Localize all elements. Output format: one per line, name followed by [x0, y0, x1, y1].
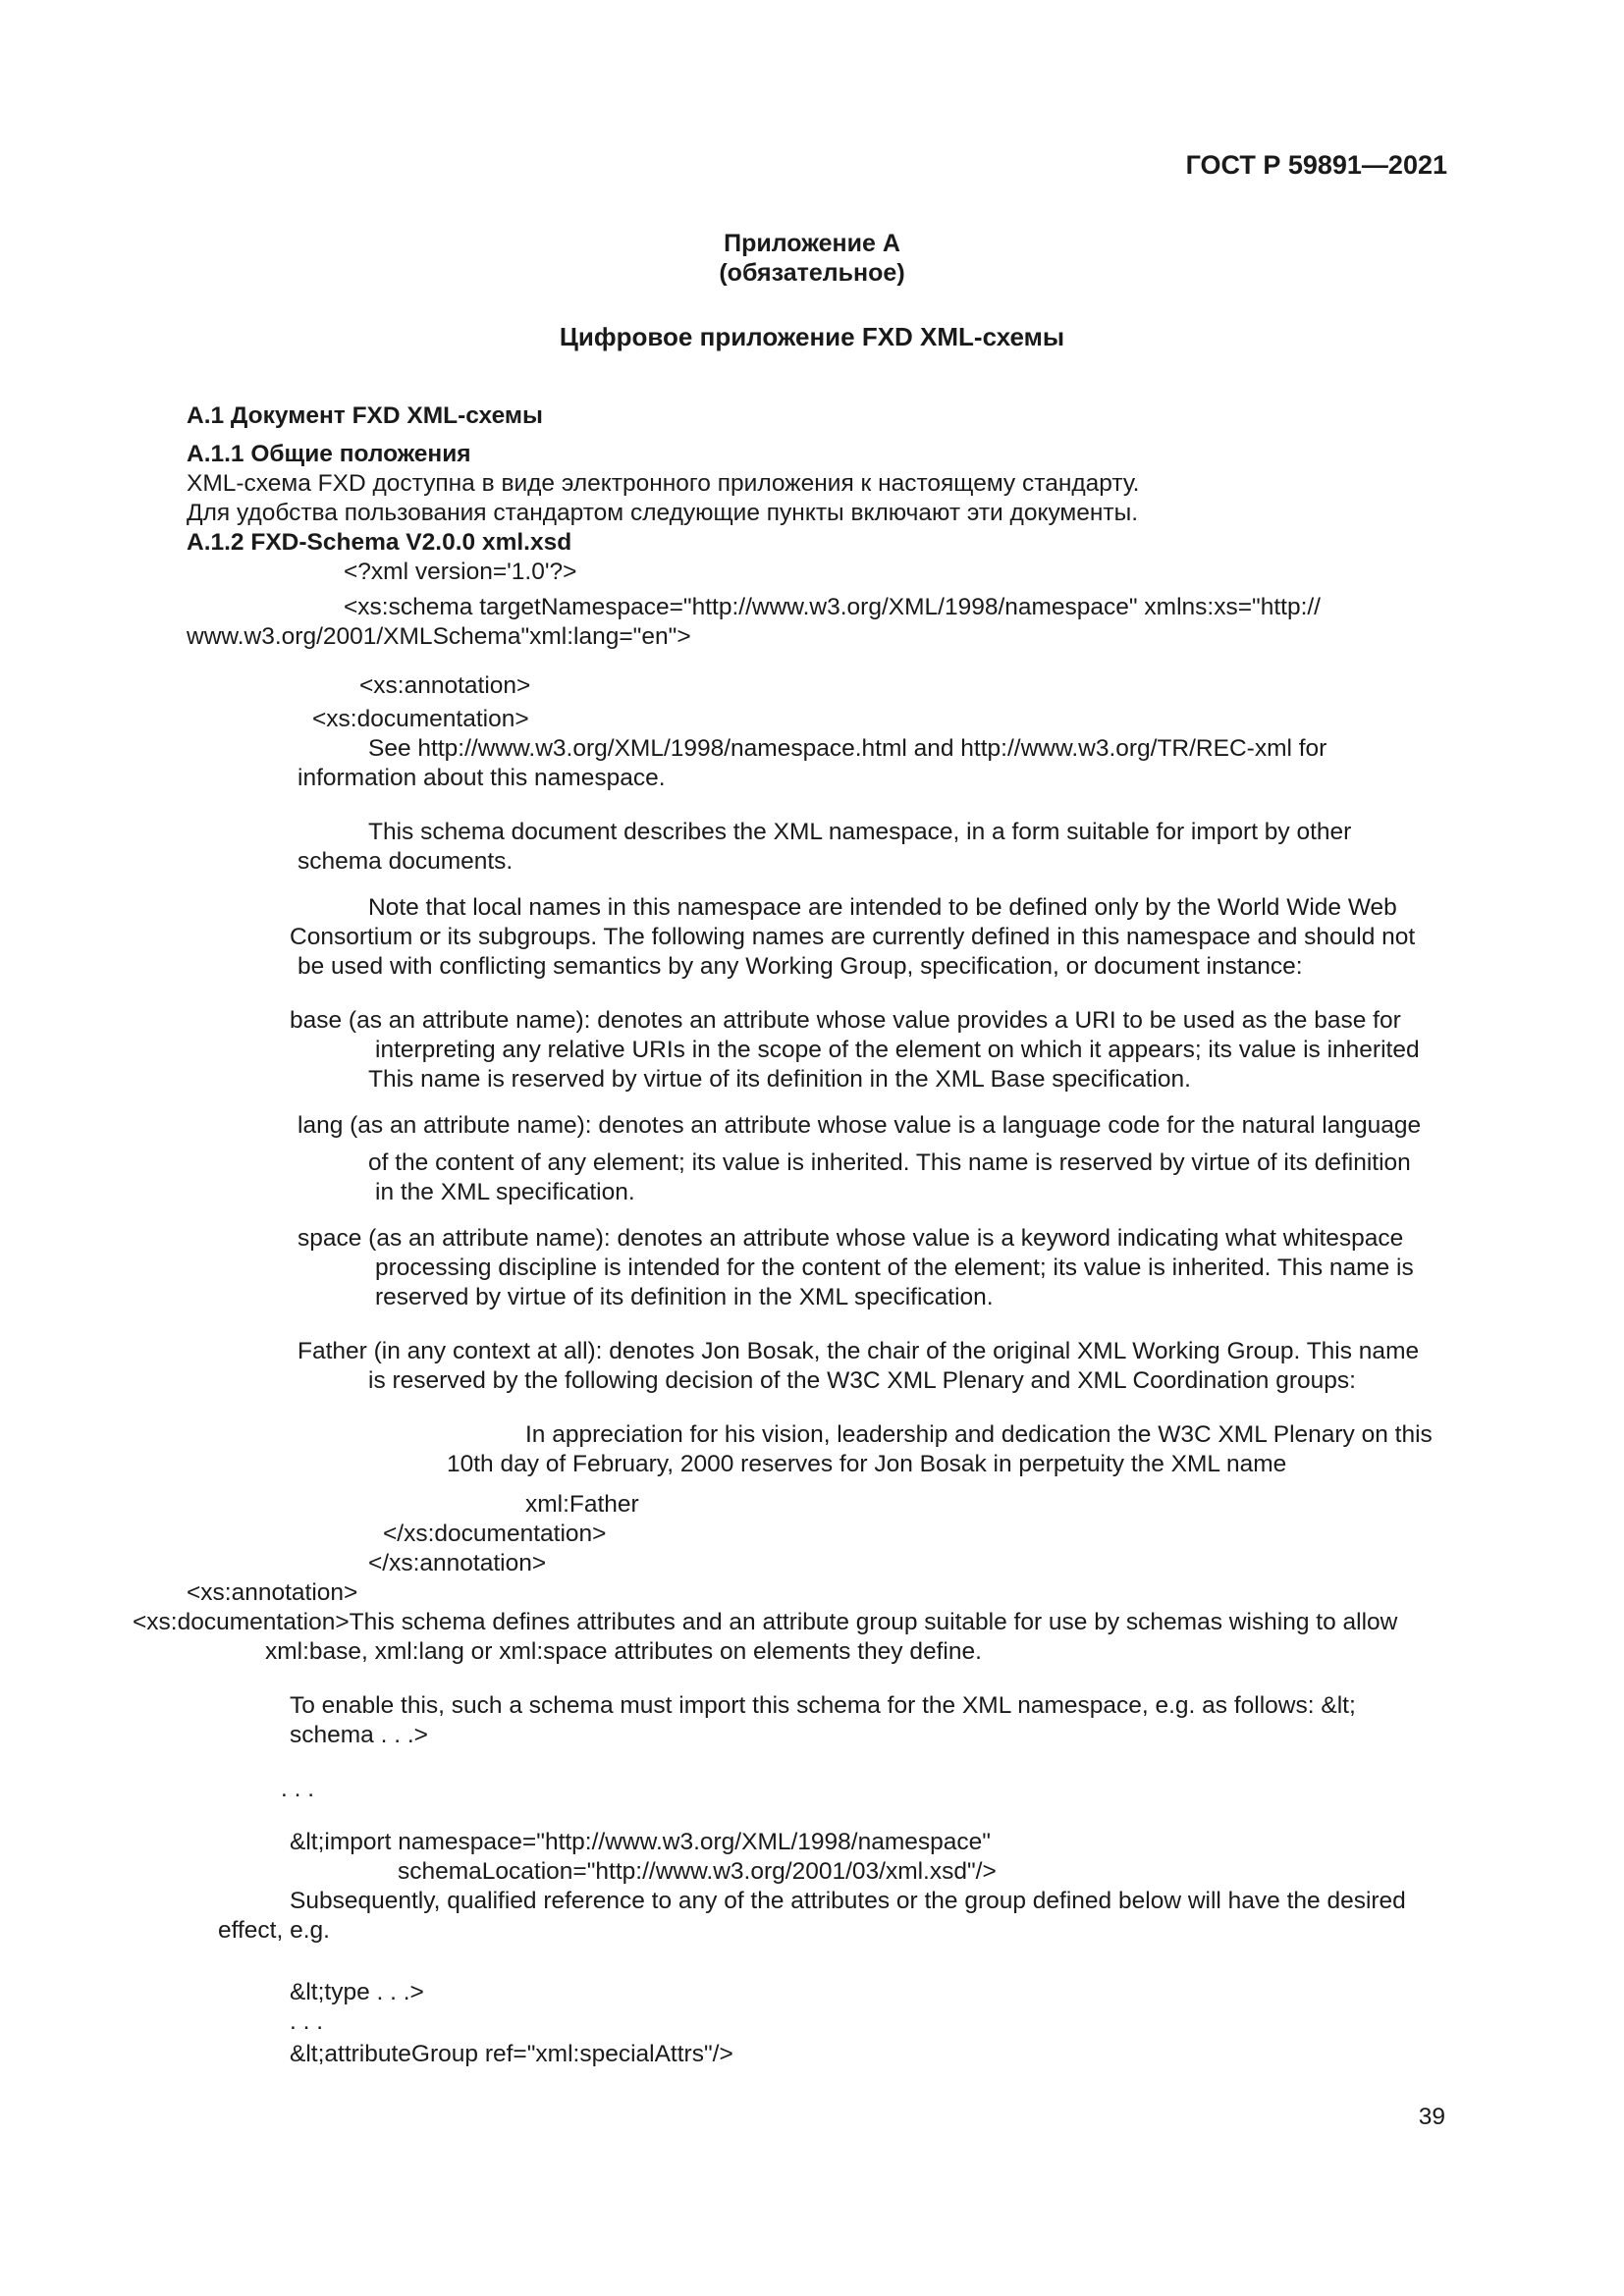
code-line: <xs:annotation>: [359, 672, 531, 699]
section-a11-heading: А.1.1 Общие положения: [187, 441, 471, 467]
code-line: Subsequently, qualified reference to any of the attributes or the group defined below will have the desired: [290, 1888, 1406, 1914]
code-line: In appreciation for his vision, leadership and dedication the W3C XML Plenary on this: [525, 1421, 1433, 1448]
section-a11-line: XML-схема FXD доступна в виде электронного приложения к настоящему стандарту.: [187, 470, 1140, 497]
code-line: &lt;import namespace="http://www.w3.org/XML/1998/namespace": [290, 1829, 991, 1855]
code-line: schemaLocation="http://www.w3.org/2001/03/xml.xsd"/>: [398, 1858, 997, 1885]
code-line: space (as an attribute name): denotes an attribute whose value is a keyword indicating what whitespace: [298, 1225, 1404, 1252]
code-line: . . .: [290, 2008, 324, 2035]
section-a12-heading: А.1.2 FXD-Schema V2.0.0 xml.xsd: [187, 529, 572, 556]
code-line: of the content of any element; its value is inherited. This name is reserved by virtue of its definition: [368, 1149, 1411, 1176]
code-line: reserved by virtue of its definition in the XML specification.: [375, 1284, 994, 1310]
code-line: <xs:annotation>: [187, 1579, 358, 1606]
section-a1-heading: А.1 Документ FXD XML-схемы: [187, 402, 543, 429]
code-line: xml:base, xml:lang or xml:space attributes on elements they define.: [265, 1638, 982, 1665]
code-line: <xs:schema targetNamespace="http://www.w3.org/XML/1998/namespace" xmlns:xs="http://: [344, 594, 1321, 620]
code-line: See http://www.w3.org/XML/1998/namespace.html and http://www.w3.org/TR/REC-xml for: [368, 735, 1327, 762]
code-line: information about this namespace.: [298, 765, 666, 791]
code-line: <xs:documentation>: [312, 706, 529, 732]
code-line: processing discipline is intended for the content of the element; its value is inherited. This name is: [375, 1255, 1414, 1281]
code-line: is reserved by the following decision of the W3C XML Plenary and XML Coordination groups:: [368, 1367, 1356, 1394]
code-line: schema documents.: [298, 848, 514, 875]
appendix-status: (обязательное): [719, 259, 905, 287]
page-number: 39: [1418, 2104, 1445, 2130]
code-line: </xs:documentation>: [383, 1521, 607, 1547]
code-line: xml:Father: [525, 1491, 639, 1518]
code-line: <?xml version='1.0'?>: [344, 559, 577, 585]
code-line: </xs:annotation>: [368, 1550, 547, 1576]
code-line: 10th day of February, 2000 reserves for Jon Bosak in perpetuity the XML name: [447, 1451, 1287, 1477]
code-line: &lt;type . . .>: [290, 1979, 424, 2005]
code-line: Consortium or its subgroups. The following names are currently defined in this namespace and should not: [290, 924, 1416, 950]
code-line: lang (as an attribute name): denotes an attribute whose value is a language code for the natural language: [298, 1112, 1422, 1139]
code-line: in the XML specification.: [375, 1179, 635, 1205]
code-line: www.w3.org/2001/XMLSchema"xml:lang="en">: [187, 623, 691, 650]
code-line: Father (in any context at all): denotes Jon Bosak, the chair of the original XML Working Group. This name: [298, 1338, 1420, 1364]
appendix-title: Приложение А: [724, 230, 900, 257]
code-line: &lt;attributeGroup ref="xml:specialAttrs"/>: [290, 2041, 733, 2067]
code-line: be used with conflicting semantics by any Working Group, specification, or document instance:: [298, 953, 1303, 980]
code-line: schema . . .>: [290, 1722, 428, 1748]
code-line: <xs:documentation>This schema defines attributes and an attribute group suitable for use by schemas wishing to allow: [133, 1609, 1398, 1635]
code-line: interpreting any relative URIs in the scope of the element on which it appears; its value is inherited: [375, 1037, 1420, 1063]
appendix-name: Цифровое приложение FXD XML-схемы: [559, 322, 1065, 351]
code-line: This name is reserved by virtue of its definition in the XML Base specification.: [368, 1066, 1191, 1093]
code-line: . . .: [281, 1776, 315, 1802]
standard-id: ГОСТ Р 59891—2021: [1185, 150, 1447, 180]
code-line: base (as an attribute name): denotes an attribute whose value provides a URI to be used as the base for: [290, 1007, 1401, 1034]
code-line: effect, e.g.: [218, 1917, 330, 1944]
code-line: This schema document describes the XML namespace, in a form suitable for import by other: [368, 819, 1352, 845]
code-line: Note that local names in this namespace are intended to be defined only by the World Wide Web: [368, 894, 1397, 921]
code-line: To enable this, such a schema must import this schema for the XML namespace, e.g. as follows: &lt;: [290, 1692, 1356, 1719]
section-a11-line: Для удобства пользования стандартом следующие пункты включают эти документы.: [187, 500, 1139, 526]
